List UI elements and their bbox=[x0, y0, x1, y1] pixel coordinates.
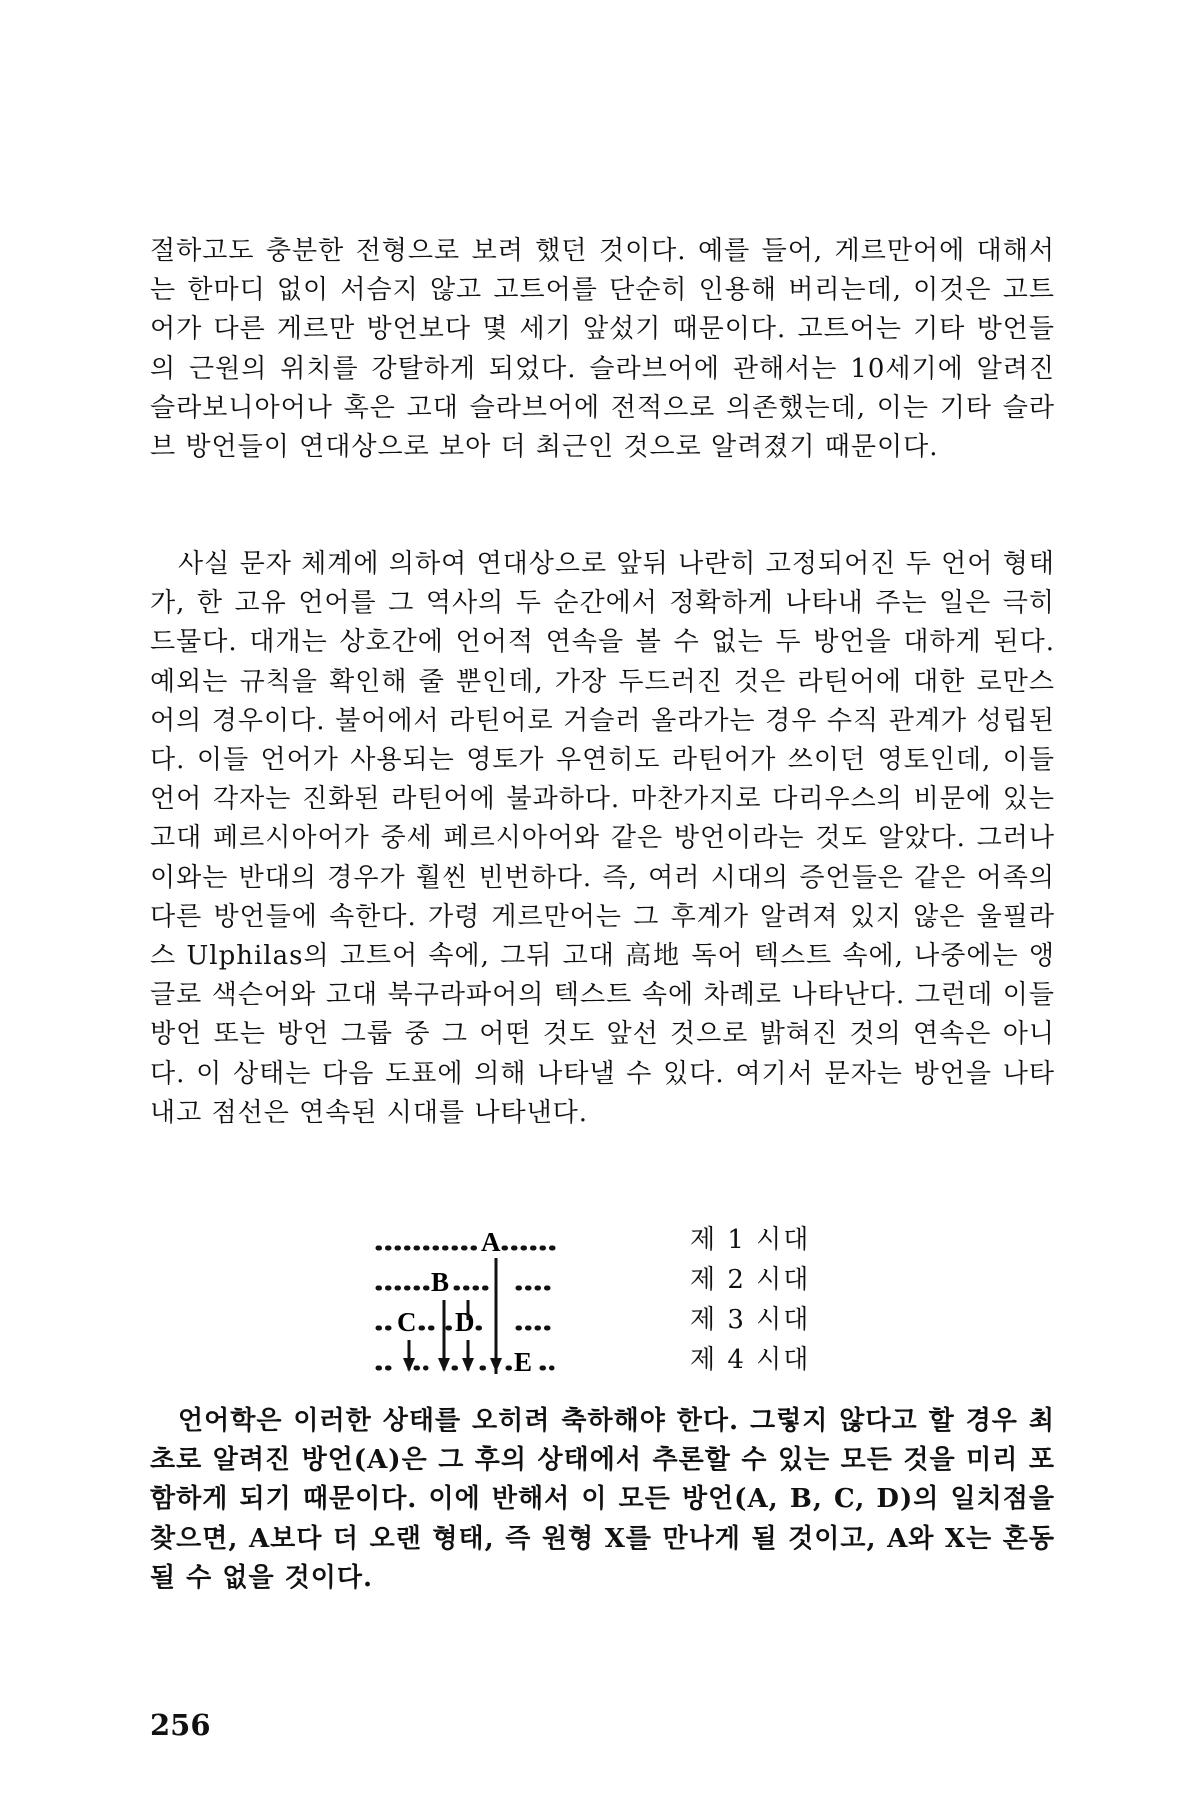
paragraph-2: 사실 문자 체계에 의하여 연대상으로 앞뒤 나란히 고정되어진 두 언어 형태가, 한 고유 언어를 그 역사의 두 순간에서 정확하게 나타내 주는 일은 극히 드물다. 대개는 상호간에 언어적 연속을 볼 수 없는 두 방언을 대하게 된다. 예외는 규칙을 확인해 줄 뿐인데, 가장 두드러진 것은 라틴어에 대한 로만스어의 경우이다. 불어에서 라틴어로 거슬러 올라가는 경우 수직 관계가 성립된다. 이들 언어가 사용되는 영토가 우연히도 라틴어가 쓰이던 영토인데, 이들 언어 각자는 진화된 라틴어에 불과하다. 마찬가지로 다리우스의 비문에 있는 고대 페르시아어가 중세 페르시아어와 같은 방언이라는 것도 알았다. 그러나 이와는 반대의 경우가 훨씬 빈번하다. 즉, 여러 시대의 증언들은 같은 어족의 다른 방언들에 속한다. 가령 게르만어는 그 후계가 알려져 있지 않은 울필라스 Ulphilas의 고트어 속에, 그뒤 고대 高地 독어 텍스트 속에, 나중에는 앵글로 색슨어와 고대 북구라파어의 텍스트 속에 차례로 나타난다. 그런데 이들 방언 또는 방언 그룹 중 그 어떤 것도 앞선 것으로 밝혀진 것의 연속은 아니다. 이 상태는 다음 도표에 의해 나타낼 수 있다. 여기서 문자는 방언을 나타내고 점선은 연속된 시대를 나타낸다. bbox=[150, 549, 1055, 1128]
dialect-timeline-diagram bbox=[370, 1220, 690, 1385]
dialect-b-letter: B bbox=[431, 1267, 450, 1297]
arrow-down-icon bbox=[462, 1358, 474, 1372]
dialect-d-letter: D bbox=[455, 1307, 475, 1337]
period-label-3: 제 3 시대 bbox=[690, 1305, 811, 1335]
diagram-row-1 bbox=[378, 1227, 556, 1257]
page-number: 256 bbox=[150, 1708, 211, 1742]
period-label-2: 제 2 시대 bbox=[690, 1265, 811, 1295]
period-labels bbox=[690, 1220, 830, 1380]
dialect-timeline-svg bbox=[370, 1220, 690, 1385]
arrow-down-icon bbox=[438, 1358, 450, 1372]
dialect-a-letter: A bbox=[481, 1227, 501, 1257]
period-label-1: 제 1 시대 bbox=[690, 1225, 811, 1255]
paragraph-3: 언어학은 이러한 상태를 오히려 축하해야 한다. 그렇지 않다고 할 경우 최초로 알려진 방언(A)은 그 후의 상태에서 추론할 수 있는 모든 것을 미리 포함하게 되기 때문이다. 이에 반해서 이 모든 방언(A, B, C, D)의 일치점을 찾으면, A보다 더 오랜 형태, 즉 원형 X를 만나게 될 것이고, A와 X는 혼동될 수 없을 것이다. bbox=[150, 1406, 1055, 1593]
dialect-e-letter: E bbox=[514, 1347, 533, 1377]
descent-lines bbox=[409, 1258, 496, 1374]
diagram-row-2 bbox=[378, 1267, 556, 1297]
arrow-down-icon bbox=[403, 1358, 415, 1372]
period-label-4: 제 4 시대 bbox=[690, 1345, 811, 1375]
arrow-down-icon bbox=[490, 1358, 502, 1372]
dialect-c-letter: C bbox=[397, 1307, 417, 1337]
paragraph-1: 절하고도 충분한 전형으로 보려 했던 것이다. 예를 들어, 게르만어에 대해서는 한마디 없이 서슴지 않고 고트어를 단순히 인용해 버리는데, 이것은 고트어가 다른 게르만 방언보다 몇 세기 앞섰기 때문이다. 고트어는 기타 방언들의 근원의 위치를 강탈하게 되었다. 슬라브어에 관해서는 10세기에 알려진 슬라보니아어나 혹은 고대 슬라브어에 전적으로 의존했는데, 이는 기타 슬라브 방언들이 연대상으로 보아 더 최근인 것으로 알려졌기 때문이다. bbox=[150, 236, 1055, 463]
